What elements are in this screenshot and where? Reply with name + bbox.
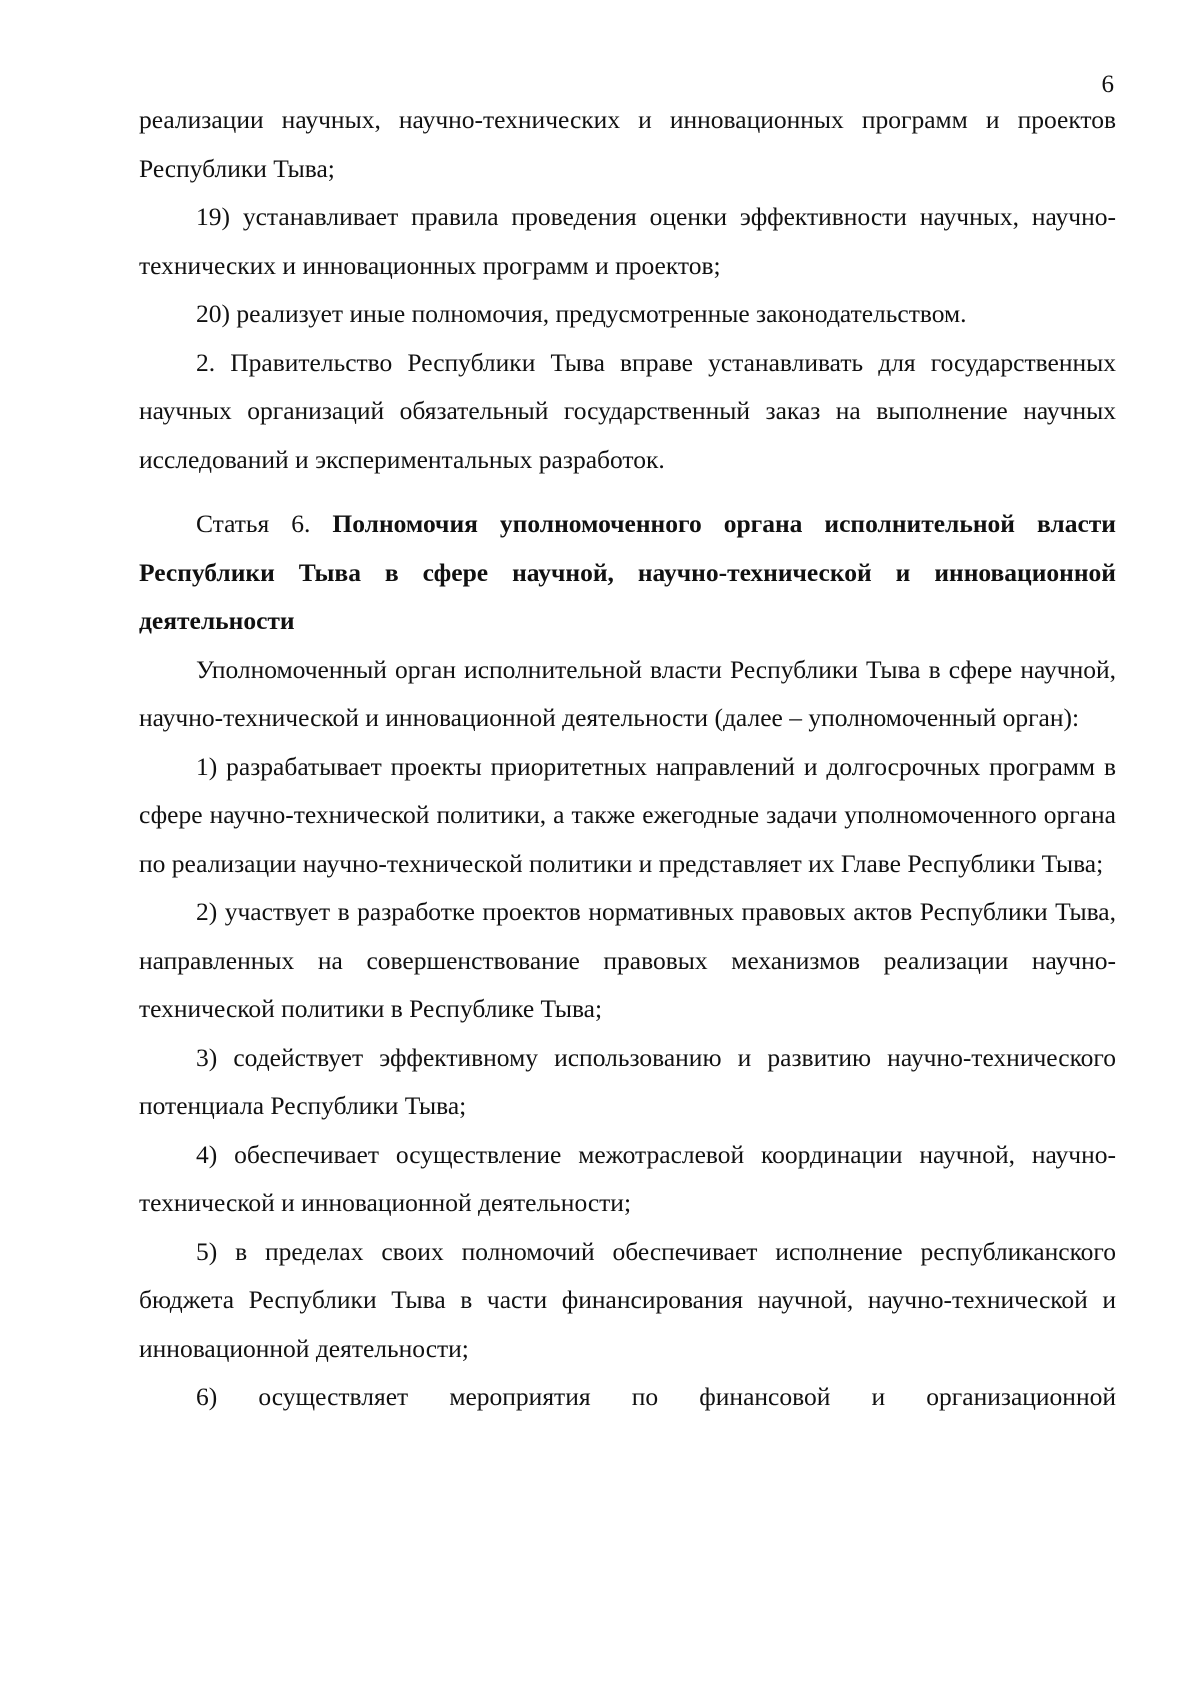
page-number: 6 [1101, 71, 1114, 98]
list-item-3: 3) содействует эффективному использованию и развитию научно-технического потенциала Республики Тыва; [139, 1042, 1116, 1120]
section-powers-continuation [139, 96, 1116, 484]
article-intro: Уполномоченный орган исполнительной власти Республики Тыва в сфере научной, научно-технической и инновационной деятельности (далее – уполномоченный орган): [139, 654, 1116, 732]
list-item-1: 1) разрабатывает проекты приоритетных направлений и долгосрочных программ в сфере научно-технической политики, а также ежегодные задачи уполномоченного органа по реализации научно-технической политики и представляет их Главе Республики Тыва; [139, 751, 1116, 878]
list-item-5: 5) в пределах своих полномочий обеспечивает исполнение республиканского бюджета Республики Тыва в части финансирования научной, научно-технической и инновационной деятельности; [139, 1236, 1116, 1363]
paragraph-item-20: 20) реализует иные полномочия, предусмотренные законодательством. [196, 299, 967, 328]
article-heading [139, 500, 1116, 646]
list-item-6: 6) осуществляет мероприятия по финансовой и организационной [196, 1382, 1116, 1411]
paragraph-continuation: реализации научных, научно-технических и инновационных программ и проектов Республики Тыва; [139, 105, 1116, 183]
article-6 [139, 500, 1116, 1422]
list-item-2: 2) участвует в разработке проектов нормативных правовых актов Республики Тыва, направленных на совершенствование правовых механизмов реализации научно-технической политики в Республике Тыва; [139, 897, 1116, 1023]
list-item-4: 4) обеспечивает осуществление межотраслевой координации научной, научно-технической и инновационной деятельности; [139, 1139, 1116, 1217]
paragraph-item-19: 19) устанавливает правила проведения оценки эффективности научных, научно-технических и инновационных программ и проектов; [139, 202, 1116, 280]
article-title: Полномочия уполномоченного органа исполнительной власти Республики Тыва в сфере научной, научно-технической и инновационной деятельности [139, 509, 1116, 635]
paragraph-clause-2: 2. Правительство Республики Тыва вправе устанавливать для государственных научных организаций обязательный государственный заказ на выполнение научных исследований и экспериментальных разработок. [139, 347, 1116, 474]
article-prefix: Статья 6. [196, 509, 311, 538]
